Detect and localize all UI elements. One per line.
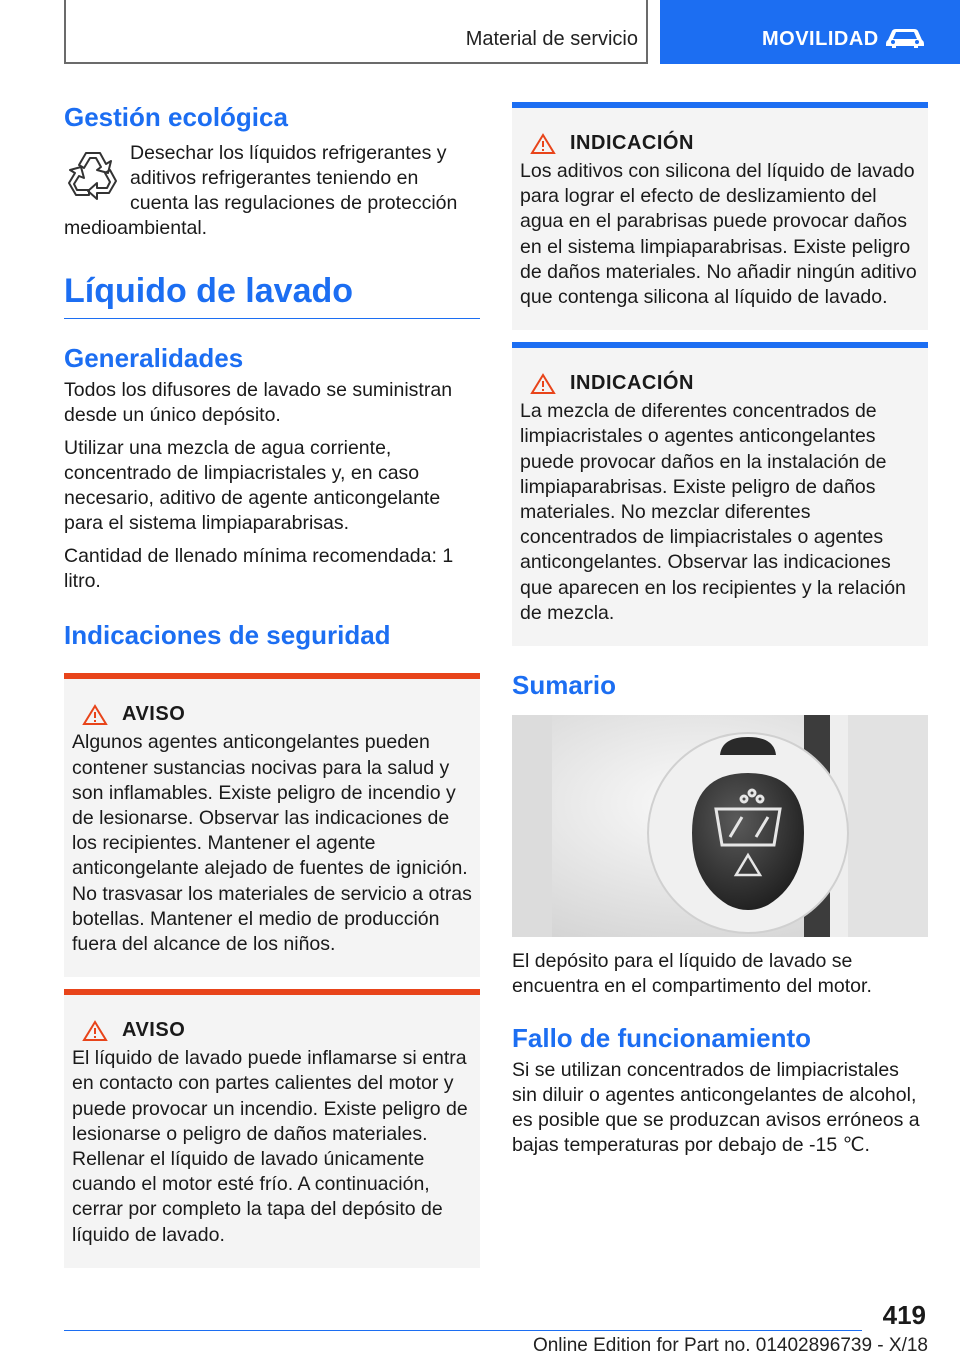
recycle-icon: [64, 145, 122, 203]
warning-triangle-icon: [82, 1020, 108, 1042]
warning-text-1: Algunos agentes anticongelantes pueden contener sustancias nocivas para la salud y son inflamables. Existe peligro de incendio y de lesionarse. Observar las indicaciones de los recipientes. Mantener el agente anticongelante alejado de fuentes de ignición. No trasvasar los materiales de servicio a otras botellas. Mantener el medio de producción fuera del alcance de los niños.: [72, 731, 472, 955]
header-section-box: [64, 0, 648, 64]
car-icon: [884, 26, 926, 50]
washer-title-wrap: [64, 271, 480, 319]
washer-title: Líquido de lavado: [64, 272, 354, 311]
header-chapter-label: MOVILIDAD: [762, 28, 879, 50]
safety-title: Indicaciones de seguridad: [64, 620, 391, 651]
warning-label-1: AVISO: [122, 703, 186, 726]
page-number: 419: [882, 1300, 926, 1330]
washer-reservoir-photo: [512, 715, 928, 937]
warning-triangle-icon: [530, 133, 556, 155]
warning-box-2: [64, 989, 480, 1268]
warning-triangle-icon: [82, 704, 108, 726]
malfunction-text: Si se utilizan concentrados de limpiacristales sin diluir o agentes anticongelantes de alcohol, es posible que se produzcan avisos erróneos a bajas temperaturas por debajo de -15 ℃.: [512, 1059, 920, 1157]
warning-text-2: El líquido de lavado puede inflamarse si entra en contacto con partes calientes del motor y puede provocar un incendio. Existe peligro de lesionarse o peligro de daños materiales. Rellenar el líquido de lavado únicamente cuando el motor esté frío. A continuación, cerrar por completo la tapa del depósito de líquido de lavado.: [72, 1047, 468, 1246]
header-chapter-tab[interactable]: [660, 0, 960, 64]
eco-block: [64, 141, 480, 241]
notice-box-2: [512, 342, 928, 646]
notice-label-1: INDICACIÓN: [570, 132, 694, 154]
general-title: Generalidades: [64, 342, 244, 373]
eco-title: Gestión ecológica: [64, 102, 288, 132]
footer-edition: Online Edition for Part no. 01402896739 - X/18: [532, 1335, 928, 1356]
warning-label-2: AVISO: [122, 1019, 186, 1042]
warning-triangle-icon: [530, 373, 556, 395]
notice-label-2: INDICACIÓN: [570, 372, 694, 395]
left-column: [64, 102, 480, 1268]
header-section-title: Material de servicio: [465, 28, 638, 50]
summary-caption: El depósito para el líquido de lavado se encuentra en el compartimento del motor.: [512, 950, 872, 998]
notice-box-1: [512, 102, 928, 330]
eco-text: Desechar los líquidos refrigerantes y aditivos refrigerantes teniendo en cuenta las regulaciones de protección medioambiental.: [64, 142, 458, 240]
malfunction-title: Fallo de funcionamiento: [512, 1023, 812, 1054]
summary-title: Sumario: [512, 670, 617, 701]
notice-text-2: La mezcla de diferentes concentrados de limpiacristales o agentes anticongelantes puede provocar daños en la instalación de limpiaparabrisas. Existe peligro de daños materiales. No mezclar diferentes concentrados de limpiacristales o agentes anticongelantes. Observar las indicaciones que aparecen en los recipientes y la relación de mezcla.: [520, 400, 906, 624]
warning-box-1: [64, 673, 480, 977]
general-paragraph-3: Cantidad de llenado mínima recomendada: 1 litro.: [64, 545, 454, 593]
general-paragraph-2: Utilizar una mezcla de agua corriente, concentrado de limpiacristales y, en caso necesario, aditivo de agente anticongelante para el sistema limpiaparabrisas.: [64, 437, 441, 535]
right-column: [512, 102, 928, 1158]
notice-text-1: Los aditivos con silicona del líquido de lavado para lograr el efecto de deslizamiento del agua en el parabrisas puede provocar daños en el sistema limpiaparabrisas. Existe peligro de daños materiales. No añadir ningún aditivo que contenga silicona al líquido de lavado.: [520, 160, 917, 309]
general-paragraph-1: Todos los difusores de lavado se suministran desde un único depósito.: [64, 379, 453, 427]
footer-rule: [64, 1330, 862, 1331]
